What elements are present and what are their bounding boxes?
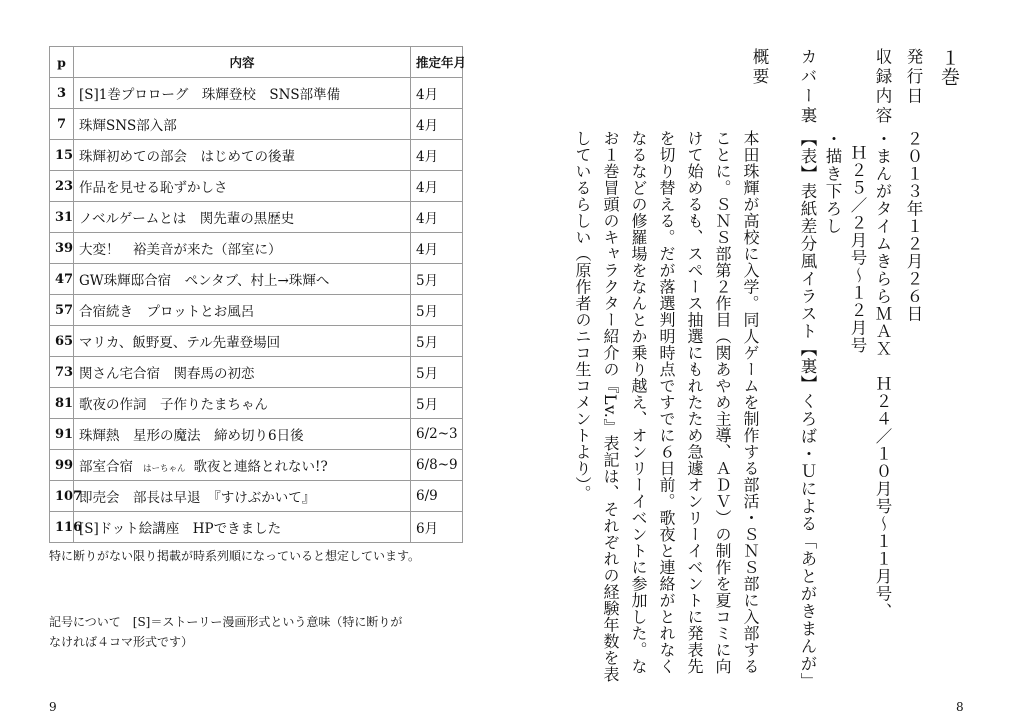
row-page: 81 [50,388,74,419]
row-month: 5月 [411,326,463,357]
publish-date: ２０１３年１２月２６日 [904,130,923,323]
table-row [50,388,463,419]
header-content: 内容 [74,47,411,78]
header-month: 推定年月 [411,47,463,78]
row-month: 4月 [411,140,463,171]
table-row [50,295,463,326]
contents-line-3: ・描き下ろし [823,130,842,235]
row-content-small: はーちゃん [143,464,186,474]
row-page: 31 [50,202,74,233]
row-month: 6月 [411,512,463,543]
row-month: 5月 [411,295,463,326]
table-row [50,233,463,264]
row-month: 4月 [411,78,463,109]
row-page: 73 [50,357,74,388]
row-page: 91 [50,419,74,450]
page-number-left: 9 [49,700,57,714]
table-row [50,109,463,140]
row-content [74,450,411,481]
row-content: マリカ、飯野夏、テル先輩登場回 [74,326,411,357]
row-page: 116 [50,512,74,543]
volume-title: １巻 [938,48,960,86]
cover-text: 【表】表紙差分風イラスト【裏】くろば・Ｕによる「あとがきまんが」 [798,130,817,690]
row-content: 珠輝SNS部入部 [74,109,411,140]
symbol-note [49,612,459,652]
row-page: 7 [50,109,74,140]
summary-text: 本田珠輝が高校に入学。同人ゲームを制作する部活・ＳＮＳ部に入部することに。ＳＮＳ部第２作目（関あやめ主導、ＡＤＶ）の制作を夏コミに向けて始めるも、スペース抽選にもれたため急遽オンリーイベントに発表先を切り替える。だが落選判明時点ですでに６日前。歌夜と連絡がとれなくなるなどの修羅場をなんとか乗り越え、オンリーイベントに参加した。なお１巻冒頭のキャラクター紹介の『Lv.』表記は、それぞれの経験年数を表しているらしい（原作者のニコ生コメントより）。 [573,130,760,683]
row-content-tail: 歌夜と連絡とれない!? [193,459,328,475]
cover-label: カバー裏 [798,48,817,126]
row-month: 6/2~3 [411,419,463,450]
row-content: 珠輝初めての部会 はじめての後輩 [74,140,411,171]
row-content: ノベルゲームとは 関先輩の黒歴史 [74,202,411,233]
row-page: 47 [50,264,74,295]
row-content: 関さん宅合宿 関春馬の初恋 [74,357,411,388]
row-content: [S]ドット絵講座 HPできました [74,512,411,543]
row-month: 6/9 [411,481,463,512]
row-page: 3 [50,78,74,109]
table-row [50,419,463,450]
row-content: 作品を見せる恥ずかしさ [74,171,411,202]
summary-label: 概要 [750,48,769,87]
row-month: 4月 [411,171,463,202]
row-month: 4月 [411,202,463,233]
contents-line-2: Ｈ２５／２月号〜１２月号 [848,144,867,354]
row-month: 6/8~9 [411,450,463,481]
contents-label: 収録内容 [873,48,892,126]
row-content: 即売会 部長は早退 『すけぶかいて』 [74,481,411,512]
table-row [50,140,463,171]
row-page: 107 [50,481,74,512]
row-content-main: 部室合宿 [79,459,133,475]
row-page: 39 [50,233,74,264]
row-content: 歌夜の作詞 子作りたまちゃん [74,388,411,419]
header-page: p [50,47,74,78]
row-month: 5月 [411,388,463,419]
table-row [50,171,463,202]
row-page: 15 [50,140,74,171]
order-note: 特に断りがない限り掲載が時系列順になっていると想定しています。 [49,549,421,563]
row-page: 23 [50,171,74,202]
table-row [50,512,463,543]
row-month: 5月 [411,264,463,295]
contents-line-1: ・まんがタイムきららＭＡＸ Ｈ２４／１０月号〜１１月号、 [873,130,892,620]
row-month: 5月 [411,357,463,388]
row-content: 大変！ 裕美音が来た（部室に） [74,233,411,264]
table-row [50,326,463,357]
row-month: 4月 [411,233,463,264]
contents-table [49,46,467,543]
row-page: 65 [50,326,74,357]
publish-label: 発行日 [904,48,923,107]
table-row [50,450,463,481]
row-content: 合宿続き プロットとお風呂 [74,295,411,326]
table-row [50,357,463,388]
table-row [50,481,463,512]
symbol-note-line: 記号について [S]＝ストーリー漫画形式という意味（特に断りが [49,615,403,629]
table-header-row [50,47,463,78]
row-month: 4月 [411,109,463,140]
row-content: 珠輝熱 星形の魔法 締め切り6日後 [74,419,411,450]
table-row [50,264,463,295]
symbol-note-line: なければ４コマ形式です） [49,635,194,649]
table-row [50,78,463,109]
page-number-right: 8 [956,700,964,714]
row-page: 57 [50,295,74,326]
table-row [50,202,463,233]
row-content: [S]1巻プロローグ 珠輝登校 SNS部準備 [74,78,411,109]
row-content: GW珠輝邸合宿 ペンタブ、村上→珠輝へ [74,264,411,295]
row-page: 99 [50,450,74,481]
